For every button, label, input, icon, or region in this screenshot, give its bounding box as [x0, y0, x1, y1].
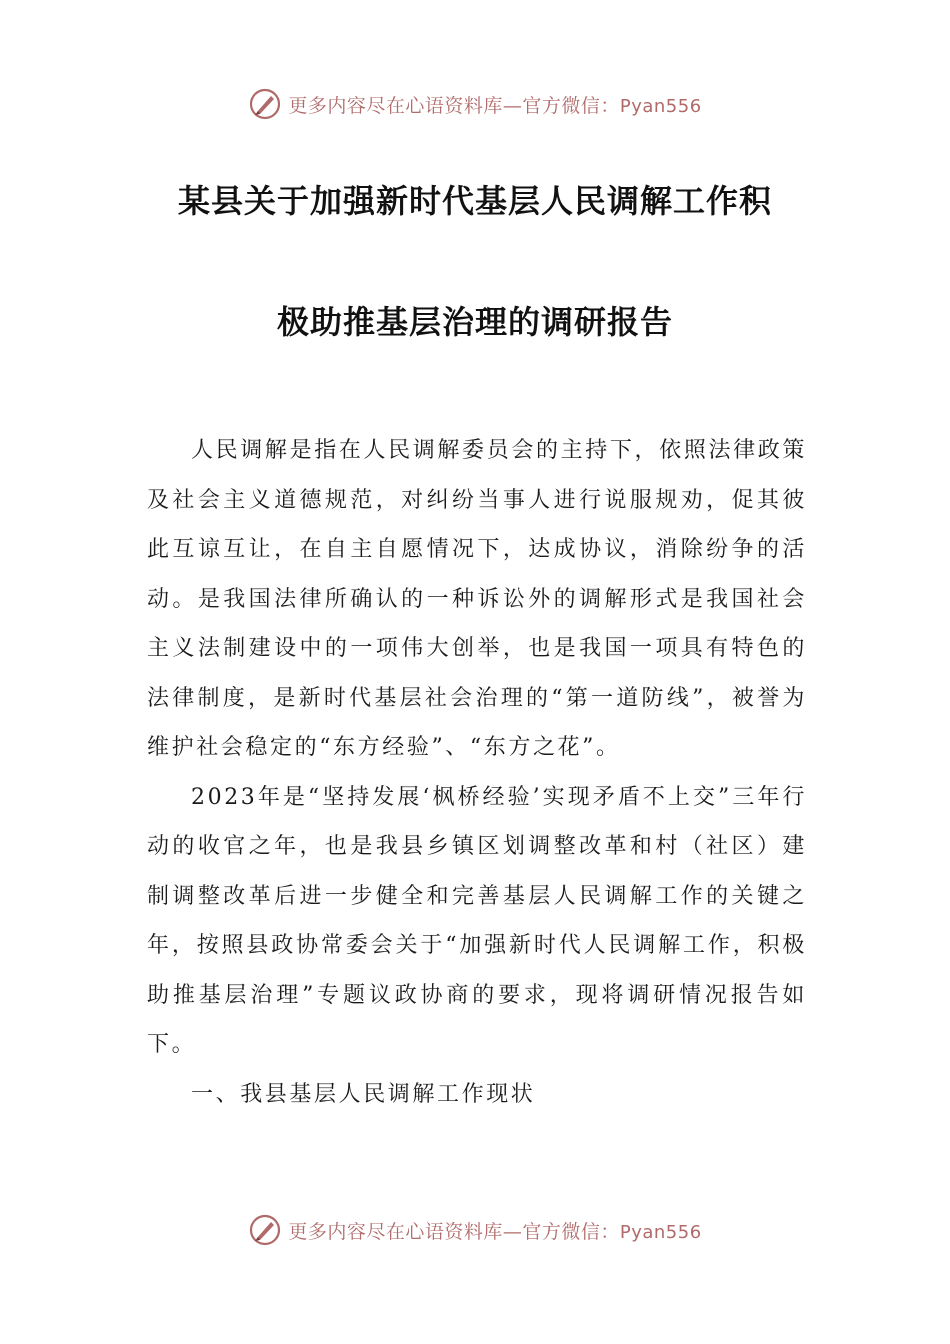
document-title-line-1: 某县关于加强新时代基层人民调解工作积	[177, 182, 772, 220]
watermark-text: 更多内容尽在心语资料库—官方微信：Pyan556	[288, 94, 702, 117]
pen-circle-logo-icon	[248, 87, 282, 121]
watermark-text: 更多内容尽在心语资料库—官方微信：Pyan556	[288, 1220, 702, 1243]
pen-circle-logo-icon	[248, 1213, 282, 1247]
watermark-header	[0, 84, 950, 124]
section-heading: 一、我县基层人民调解工作现状	[191, 1081, 536, 1107]
watermark-footer	[0, 1210, 950, 1250]
paragraph-intro: 人民调解是指在人民调解委员会的主持下，依照法律政策及社会主义道德规范，对纠纷当事人进行说服规劝，促其彼此互谅互让，在自主自愿情况下，达成协议，消除纷争的活动。是我国法律所确认的一种诉讼外的调解形式是我国社会主义法制建设中的一项伟大创举，也是我国一项具有特色的法律制度，是新时代基层社会治理的“第一道防线”，被誉为维护社会稳定的“东方经验”、“东方之花”。	[147, 438, 807, 760]
document-body	[147, 426, 807, 1119]
paragraph-purpose: 2023年是“坚持发展‘枫桥经验’实现矛盾不上交”三年行动的收官之年，也是我县乡镇区划调整改革和村（社区）建制调整改革后进一步健全和完善基层人民调解工作的关键之年，按照县政协常委会关于“加强新时代人民调解工作，积极助推基层治理”专题议政协商的要求，现将调研情况报告如下。	[147, 784, 807, 1057]
document-title-line-2: 极助推基层治理的调研报告	[276, 303, 673, 341]
